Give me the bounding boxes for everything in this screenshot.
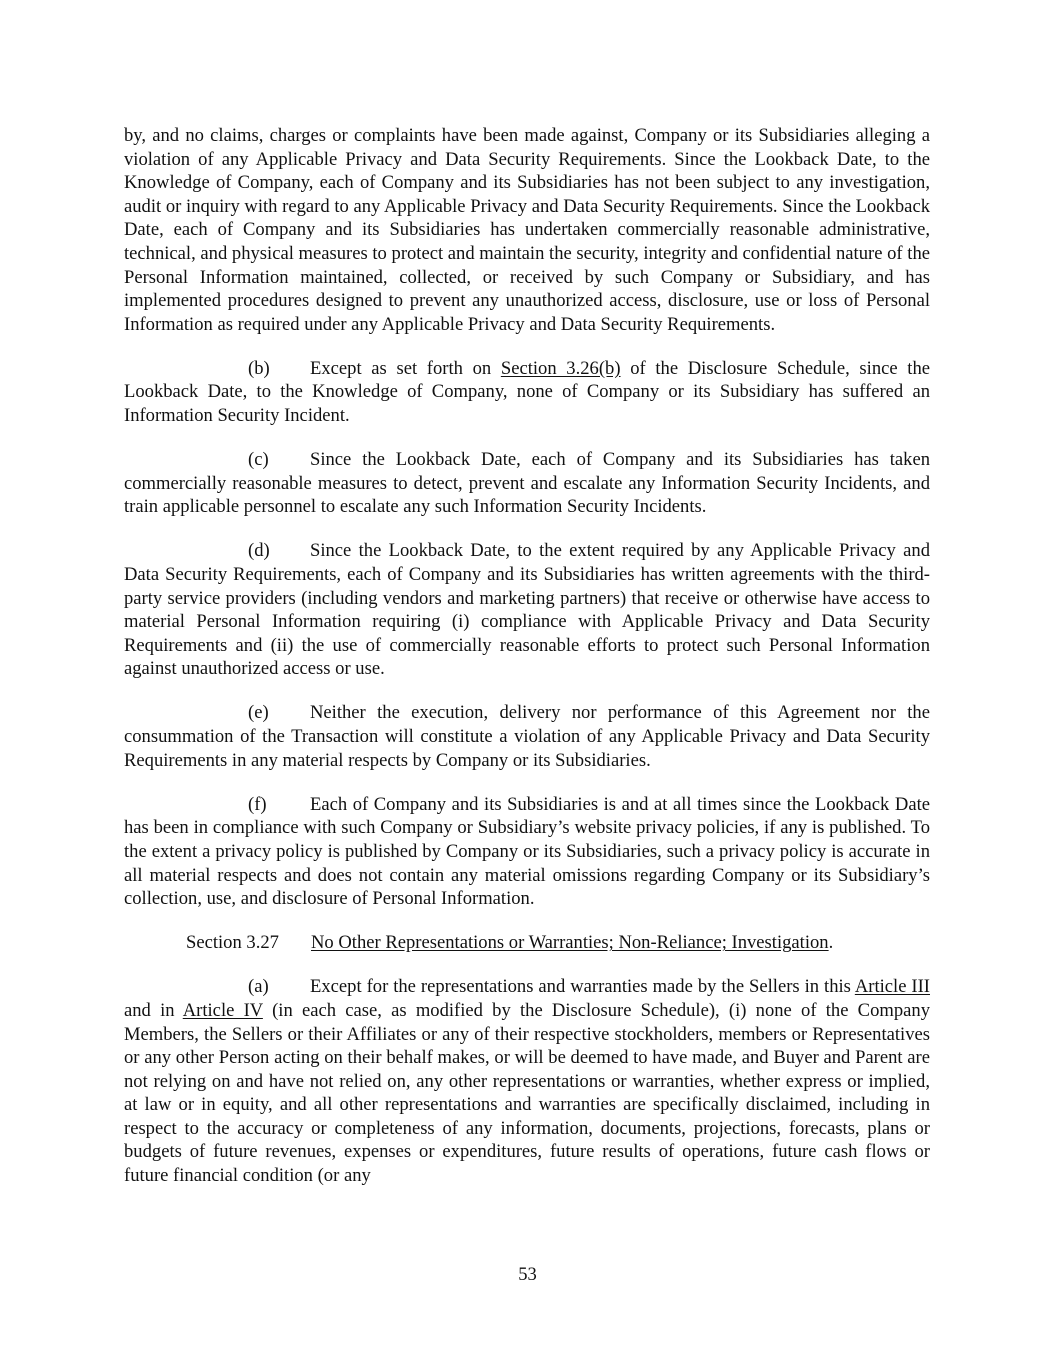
- paragraph-d: (d) Since the Lookback Date, to the extent required by any Applicable Privacy and Data Security Requirements, each of Company and its Subsidiaries has written agreements with the third-party service providers (including vendors and marketing partners) that receive or otherwise have access to material Personal Information requiring (i) compliance with Applicable Privacy and Data Security Requirements and (ii) the use of commercially reasonable efforts to protect such Personal Information against unauthorized access or use.: [124, 540, 930, 680]
- paragraph-e: (e) Neither the execution, delivery nor performance of this Agreement nor the consummation of the Transaction will constitute a violation of any Applicable Privacy and Data Security Requirements in any material respects by Company or its Subsidiaries.: [124, 702, 930, 771]
- paragraph-label: (d): [248, 540, 270, 562]
- paragraph-a: (a) Except for the representations and warranties made by the Sellers in this Article III and in Article IV (in each case, as modified by the Disclosure Schedule), (i) none of the Company Members, the Sellers or their Affiliates or any of their respective stockholders, members or Representatives or any other Person acting on their behalf makes, or will be deemed to have made, and Buyer and Parent are not relying on and have not relied on, any other representations or warranties, whether express or implied, at law or in equity, and all other representations and warranties are specifically disclaimed, including in respect to the accuracy or completeness of any information, documents, projections, forecasts, plans or budgets of future revenues, expenses or expenditures, future results of operations, future cash flows or future financial condition (or any: [124, 976, 930, 1187]
- paragraph-label: (c): [248, 449, 269, 471]
- section-heading: Section 3.27 No Other Representations or Warranties; Non-Reliance; Investigation.: [186, 932, 834, 954]
- paragraph-label: (e): [248, 702, 269, 724]
- section-reference-link[interactable]: Section 3.26(b): [500, 357, 621, 379]
- section-number: Section 3.27: [186, 932, 279, 954]
- section-title: No Other Representations or Warranties; Non-Reliance; Investigation: [311, 932, 829, 954]
- paragraph-c: (c) Since the Lookback Date, each of Company and its Subsidiaries has taken commercially reasonable measures to detect, prevent and escalate any Information Security Incidents, and train applicable personnel to escalate any such Information Security Incidents.: [124, 449, 930, 518]
- paragraph-continuation: by, and no claims, charges or complaints have been made against, Company or its Subsidiaries alleging a violation of any Applicable Privacy and Data Security Requirements. Since the Lookback Date, to the Knowledge of Company, each of Company and its Subsidiaries has not been subject to any investigation, audit or inquiry with regard to any Applicable Privacy and Data Security Requirements. Since the Lookback Date, each of Company and its Subsidiaries has undertaken commercially reasonable administrative, technical, and physical measures to protect and maintain the security, integrity and confidential nature of the Personal Information maintained, collected, or received by such Company or Subsidiary, and has implemented procedures designed to prevent any unauthorized access, disclosure, use or loss of Personal Information as required under any Applicable Privacy and Data Security Requirements.: [124, 125, 930, 335]
- document-body: [124, 124, 930, 1188]
- article-reference-link[interactable]: Article III: [854, 976, 930, 998]
- paragraph-label: (f): [248, 793, 267, 815]
- paragraph-label: (a): [248, 976, 269, 998]
- paragraph-b: (b) Except as set forth on Section 3.26(b) of the Disclosure Schedule, since the Lookback Date, to the Knowledge of Company, none of Company or its Subsidiary has suffered an Information Security Incident.: [124, 357, 931, 427]
- paragraph-label: (b): [248, 357, 270, 379]
- paragraph-f: (f) Each of Company and its Subsidiaries is and at all times since the Lookback Date has been in compliance with such Company or Subsidiary’s website privacy policies, if any is published. To the extent a privacy policy is published by Company or its Subsidiaries, such a privacy policy is accurate in all material respects and does not contain any material omissions regarding Company or its Subsidiary’s collection, use, and disclosure of Personal Information.: [124, 793, 930, 910]
- article-reference-link[interactable]: Article IV: [182, 999, 263, 1021]
- page-number: 53: [518, 1264, 537, 1285]
